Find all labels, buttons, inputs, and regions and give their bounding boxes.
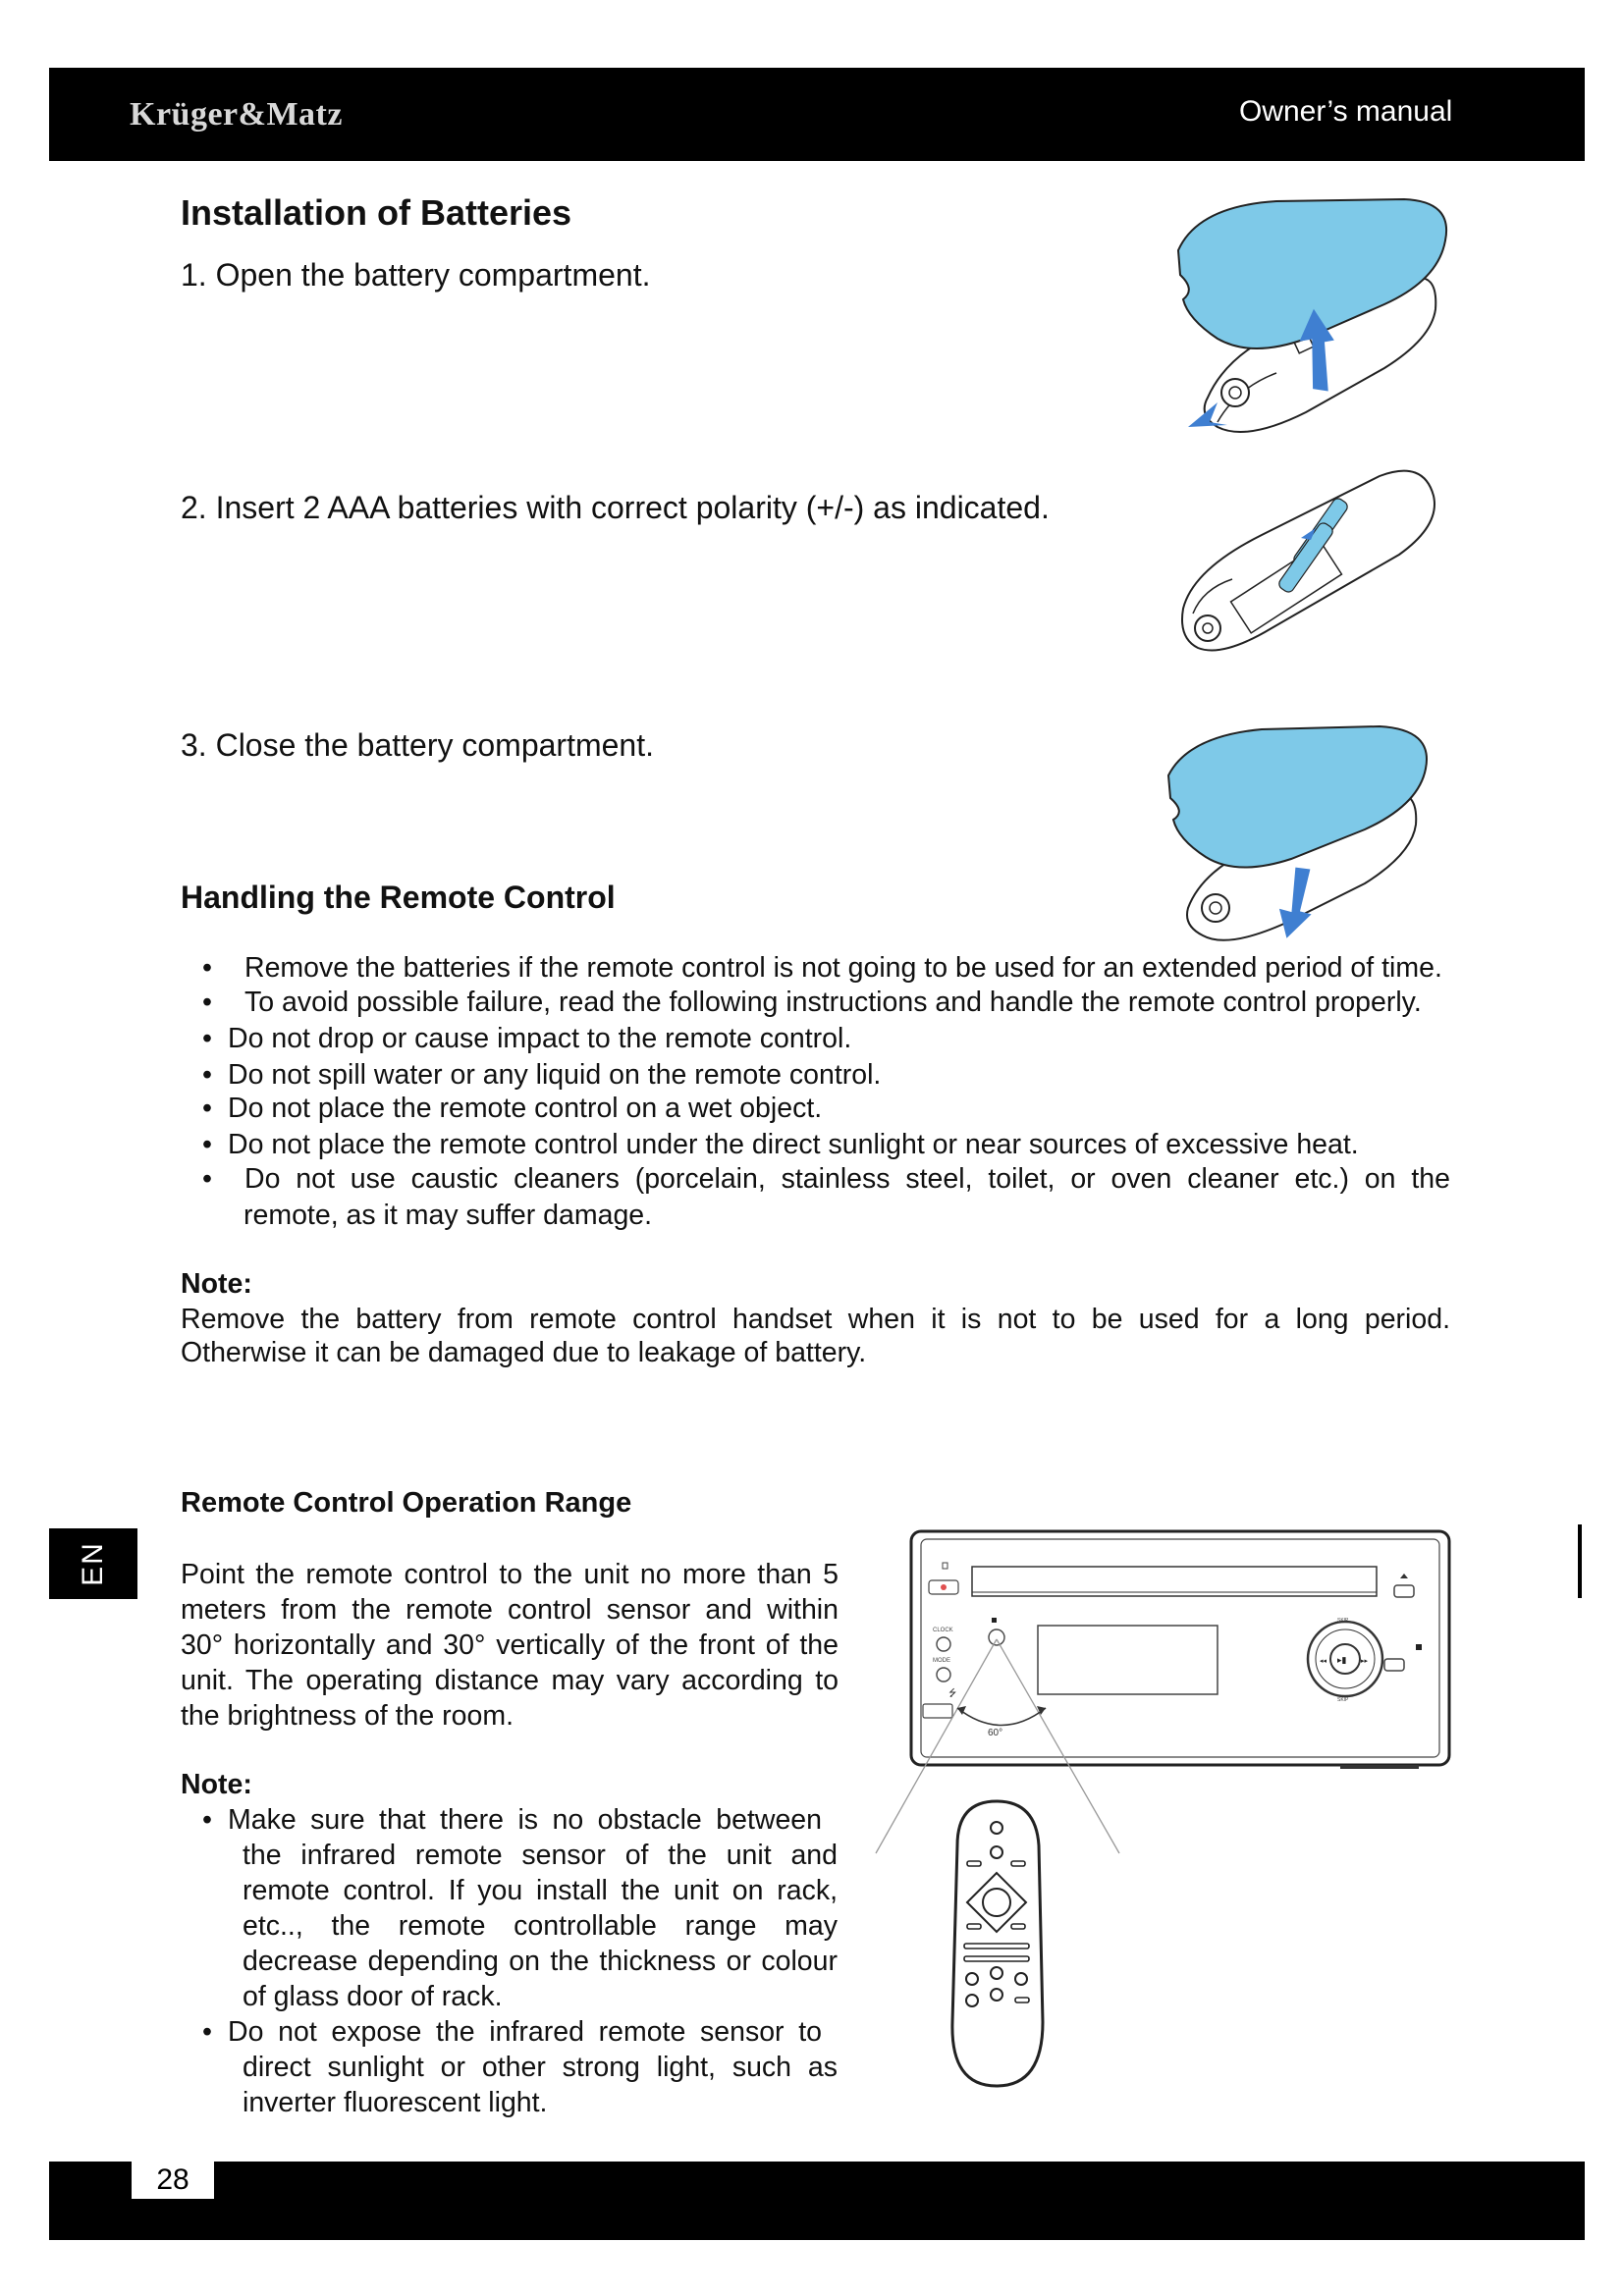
battery-step-1: 1. Open the battery compartment. (181, 257, 651, 293)
handling-note-line: Otherwise it can be damaged due to leakage of battery. (181, 1337, 867, 1368)
range-para-line: Point the remote control to the unit no more than 5 (181, 1559, 839, 1590)
handling-item: Remove the batteries if the remote control is not going to be used for an extended period of time. (244, 952, 1442, 984)
skip-down-label: SKIP (1337, 1697, 1349, 1703)
handling-item: Do not use caustic cleaners (porcelain, stainless steel, toilet, or oven cleaner etc.) on the (244, 1163, 1450, 1195)
svg-text:▸▮: ▸▮ (1337, 1656, 1347, 1666)
mode-button-label: MODE (933, 1658, 950, 1664)
range-note2-line: inverter fluorescent light. (243, 2087, 548, 2118)
brand-logo: Krüger&Matz (130, 96, 343, 133)
handling-note-label: Note: (181, 1268, 252, 1300)
batteries-inserted-illustration (1173, 461, 1448, 667)
battery-step-3: 3. Close the battery compartment. (181, 727, 654, 763)
svg-text:▸▸: ▸▸ (1361, 1657, 1369, 1665)
handling-title: Handling the Remote Control (181, 880, 616, 915)
handling-item-continued: remote, as it may suffer damage. (244, 1200, 653, 1231)
language-label: EN (77, 1541, 109, 1586)
footer-bar (49, 2162, 1585, 2240)
range-note2-line: direct sunlight or other strong light, such as (243, 2052, 838, 2083)
handling-note-line: Remove the battery from remote control handset when it is not to be used for a long period. (181, 1304, 1450, 1335)
side-marker (1578, 1524, 1582, 1598)
open-compartment-illustration (1159, 191, 1463, 437)
range-para-line: unit. The operating distance may vary according to (181, 1665, 839, 1696)
page-number: 28 (156, 2163, 189, 2196)
svg-text:◂◂: ◂◂ (1320, 1657, 1327, 1665)
range-note1-line: decrease depending on the thickness or colour (243, 1946, 838, 1977)
svg-text:⭍: ⭍ (948, 1688, 957, 1699)
angle-label: 60° (988, 1728, 1003, 1738)
skip-up-label: SKIP (1337, 1618, 1349, 1624)
battery-step-2: 2. Insert 2 AAA batteries with correct polarity (+/-) as indicated. (181, 490, 1050, 525)
range-diagram (864, 1522, 1473, 2091)
range-para-line: the brightness of the room. (181, 1700, 514, 1732)
handling-item: Do not place the remote control on a wet object. (228, 1093, 823, 1124)
handling-item: Do not spill water or any liquid on the remote control. (228, 1059, 882, 1091)
range-note-label: Note: (181, 1769, 252, 1800)
range-note1-line: etc.., the remote controllable range may (243, 1910, 838, 1942)
handling-item: Do not place the remote control under the direct sunlight or near sources of excessive heat. (228, 1129, 1359, 1160)
range-para-line: 30° horizontally and 30° vertically of the front of the (181, 1629, 839, 1661)
range-note1-line: the infrared remote sensor of the unit and (243, 1840, 838, 1871)
range-para-line: meters from the remote control sensor and within (181, 1594, 839, 1626)
range-title: Remote Control Operation Range (181, 1487, 632, 1519)
handling-item: Do not drop or cause impact to the remote control. (228, 1023, 852, 1054)
range-note1-line: Make sure that there is no obstacle between (228, 1804, 822, 1836)
range-note1-line: remote control. If you install the unit on rack, (243, 1875, 838, 1906)
range-note1-line: of glass door of rack. (243, 1981, 503, 2012)
handling-item: To avoid possible failure, read the following instructions and handle the remote control properly. (244, 987, 1422, 1018)
clock-button-label: CLOCK (933, 1628, 953, 1633)
document-type: Owner’s manual (1239, 95, 1453, 128)
batteries-title: Installation of Batteries (181, 192, 572, 233)
range-note2-line: Do not expose the infrared remote sensor to (228, 2016, 822, 2048)
close-compartment-illustration (1149, 721, 1443, 942)
